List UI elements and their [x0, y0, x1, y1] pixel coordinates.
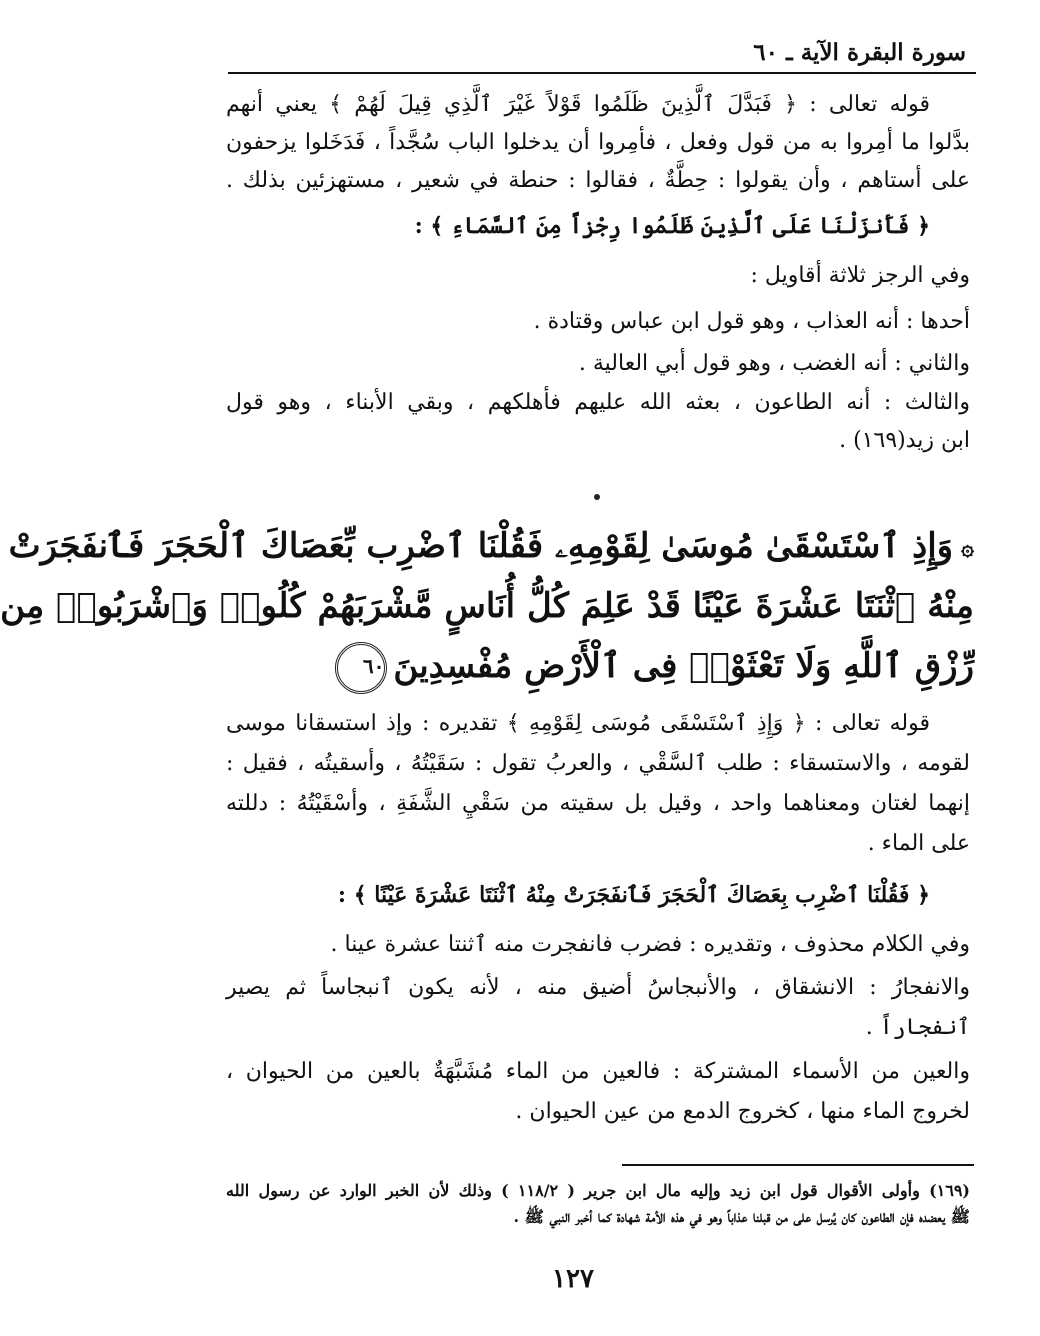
text-line: إنهما لغتان ومعناهما واحد ، وقيل بل سقيته من سَقْيِ الشَّفَةِ ، وأسْقَيْتُهُ : دللته	[226, 791, 970, 816]
text-line: قوله تعالى : ﴿ فَبَدَّلَ ٱلَّذِينَ ظَلَمُوا قَوْلاً غَيْرَ ٱلَّذِي قِيلَ لَهُمْ ﴾ يعني أنهم	[226, 92, 930, 117]
text-line: والعين من الأسماء المشتركة : فالعين من الماء مُشَبَّهَةٌ بالعين من الحيوان ،	[226, 1059, 970, 1084]
text-line: لقومه ، والاستسقاء : طلب ٱلسَّقْي ، والعربُ تقول : سَقَيْتُهُ ، وأسقيتُه ، فقيل :	[226, 751, 970, 776]
quran-verse-block	[0, 516, 974, 696]
quran-heading: ﴿ فَقُلْنَا ٱضْرِب بِعَصَاكَ ٱلْحَجَرَ فَٱنفَجَرَتْ مِنْهُ ٱثْنَتَا عَشْرَةَ عَيْنًا ﴾ :	[337, 882, 930, 908]
verse-line	[8, 516, 974, 576]
footnote-rule	[622, 1164, 974, 1166]
rub-el-hizb-icon: ۞	[961, 535, 974, 561]
verse-text: وَإِذِ ٱسْتَسْقَىٰ مُوسَىٰ لِقَوْمِهِۦ فَقُلْنَا ٱضْرِب بِّعَصَاكَ ٱلْحَجَرَ فَٱنفَجَرَتْ	[8, 526, 954, 566]
commentary-section-2	[226, 704, 970, 1132]
text-line: وفي الكلام محذوف ، وتقديره : فضرب فانفجرت منه ٱثنتا عشرة عينا .	[330, 932, 970, 957]
list-item: والثاني : أنه الغضب ، وهو قول أبي العالية .	[578, 351, 970, 376]
text-line: على أستاهم ، وأن يقولوا : حِطَّةٌ ، فقالوا : حنطة في شعير ، مستهزئين بذلك .	[226, 168, 970, 193]
text-line: قوله تعالى : ﴿ وَإِذِ ٱسْتَسْقَى مُوسَى لِقَوْمِهِ ﴾ تقديره : وإذ استسقانا موسى	[226, 711, 930, 736]
text-line: ابن زيد(١٦٩) .	[839, 428, 970, 453]
text-line: ٱنفجاراً .	[865, 1015, 970, 1040]
separator-dot	[594, 494, 600, 500]
text-line: والانفجارُ : الانشقاق ، والأنبجاسُ أضيق منه ، لأنه يكون ٱنبجاساً ثم يصير	[226, 975, 970, 1000]
quran-heading: ﴿ فَأَنزَلْنَا عَلَى ٱلَّذِينَ ظَلَمُوا رِجْزاً مِنَ ٱلسَّمَاءِ ﴾ :	[414, 213, 930, 239]
footnote-line: ﷺ يعضده فإن الطاعون كان يُرسل على من قبلنا عذاباً وهو في هذه الأمة شهادة كما أخبر النبي ﷺ .	[513, 1207, 970, 1226]
text-line: على الماء .	[867, 831, 970, 856]
verse-line: مِنْهُ ٱثْنَتَا عَشْرَةَ عَيْنًا قَدْ عَلِمَ كُلُّ أُنَاسٍ مَّشْرَبَهُمْ كُلُوا۟ وَٱشْرَبُوا۟ مِن	[0, 586, 974, 626]
text-line: بدَّلوا ما أمِروا به من قول وفعل ، فأمِروا أن يدخلوا الباب سُجَّداً ، فَدَخَلوا يزحفون	[226, 130, 970, 155]
verse-text: رِّزْقِ ٱللَّهِ وَلَا تَعْثَوْا۟ فِى ٱلْأَرْضِ مُفْسِدِينَ	[393, 646, 974, 686]
header-rule	[228, 72, 976, 74]
text-line: لخروج الماء منها ، كخروج الدمع من عين الحيوان .	[515, 1099, 970, 1124]
list-item: أحدها : أنه العذاب ، وهو قول ابن عباس وقتادة .	[533, 309, 970, 334]
footnote	[226, 1178, 970, 1230]
verse-line	[218, 636, 974, 696]
running-head: سورة البقرة الآية ـ ٦٠	[753, 39, 966, 66]
commentary-section-1	[226, 86, 970, 460]
page-number: ١٢٧	[552, 1264, 594, 1294]
footnote-line: (١٦٩) وأولى الأقوال قول ابن زيد وإليه مال ابن جرير ( ١١٨/٢ ) وذلك لأن الخبر الوارد عن رسول الله	[226, 1181, 970, 1200]
list-item: والثالث : أنه الطاعون ، بعثه الله عليهم فأهلكهم ، وبقي الأبناء ، وهو قول	[226, 390, 970, 415]
ayah-number-marker: ٦٠	[335, 642, 387, 694]
text-line: وفي الرجز ثلاثة أقاويل :	[750, 263, 970, 288]
